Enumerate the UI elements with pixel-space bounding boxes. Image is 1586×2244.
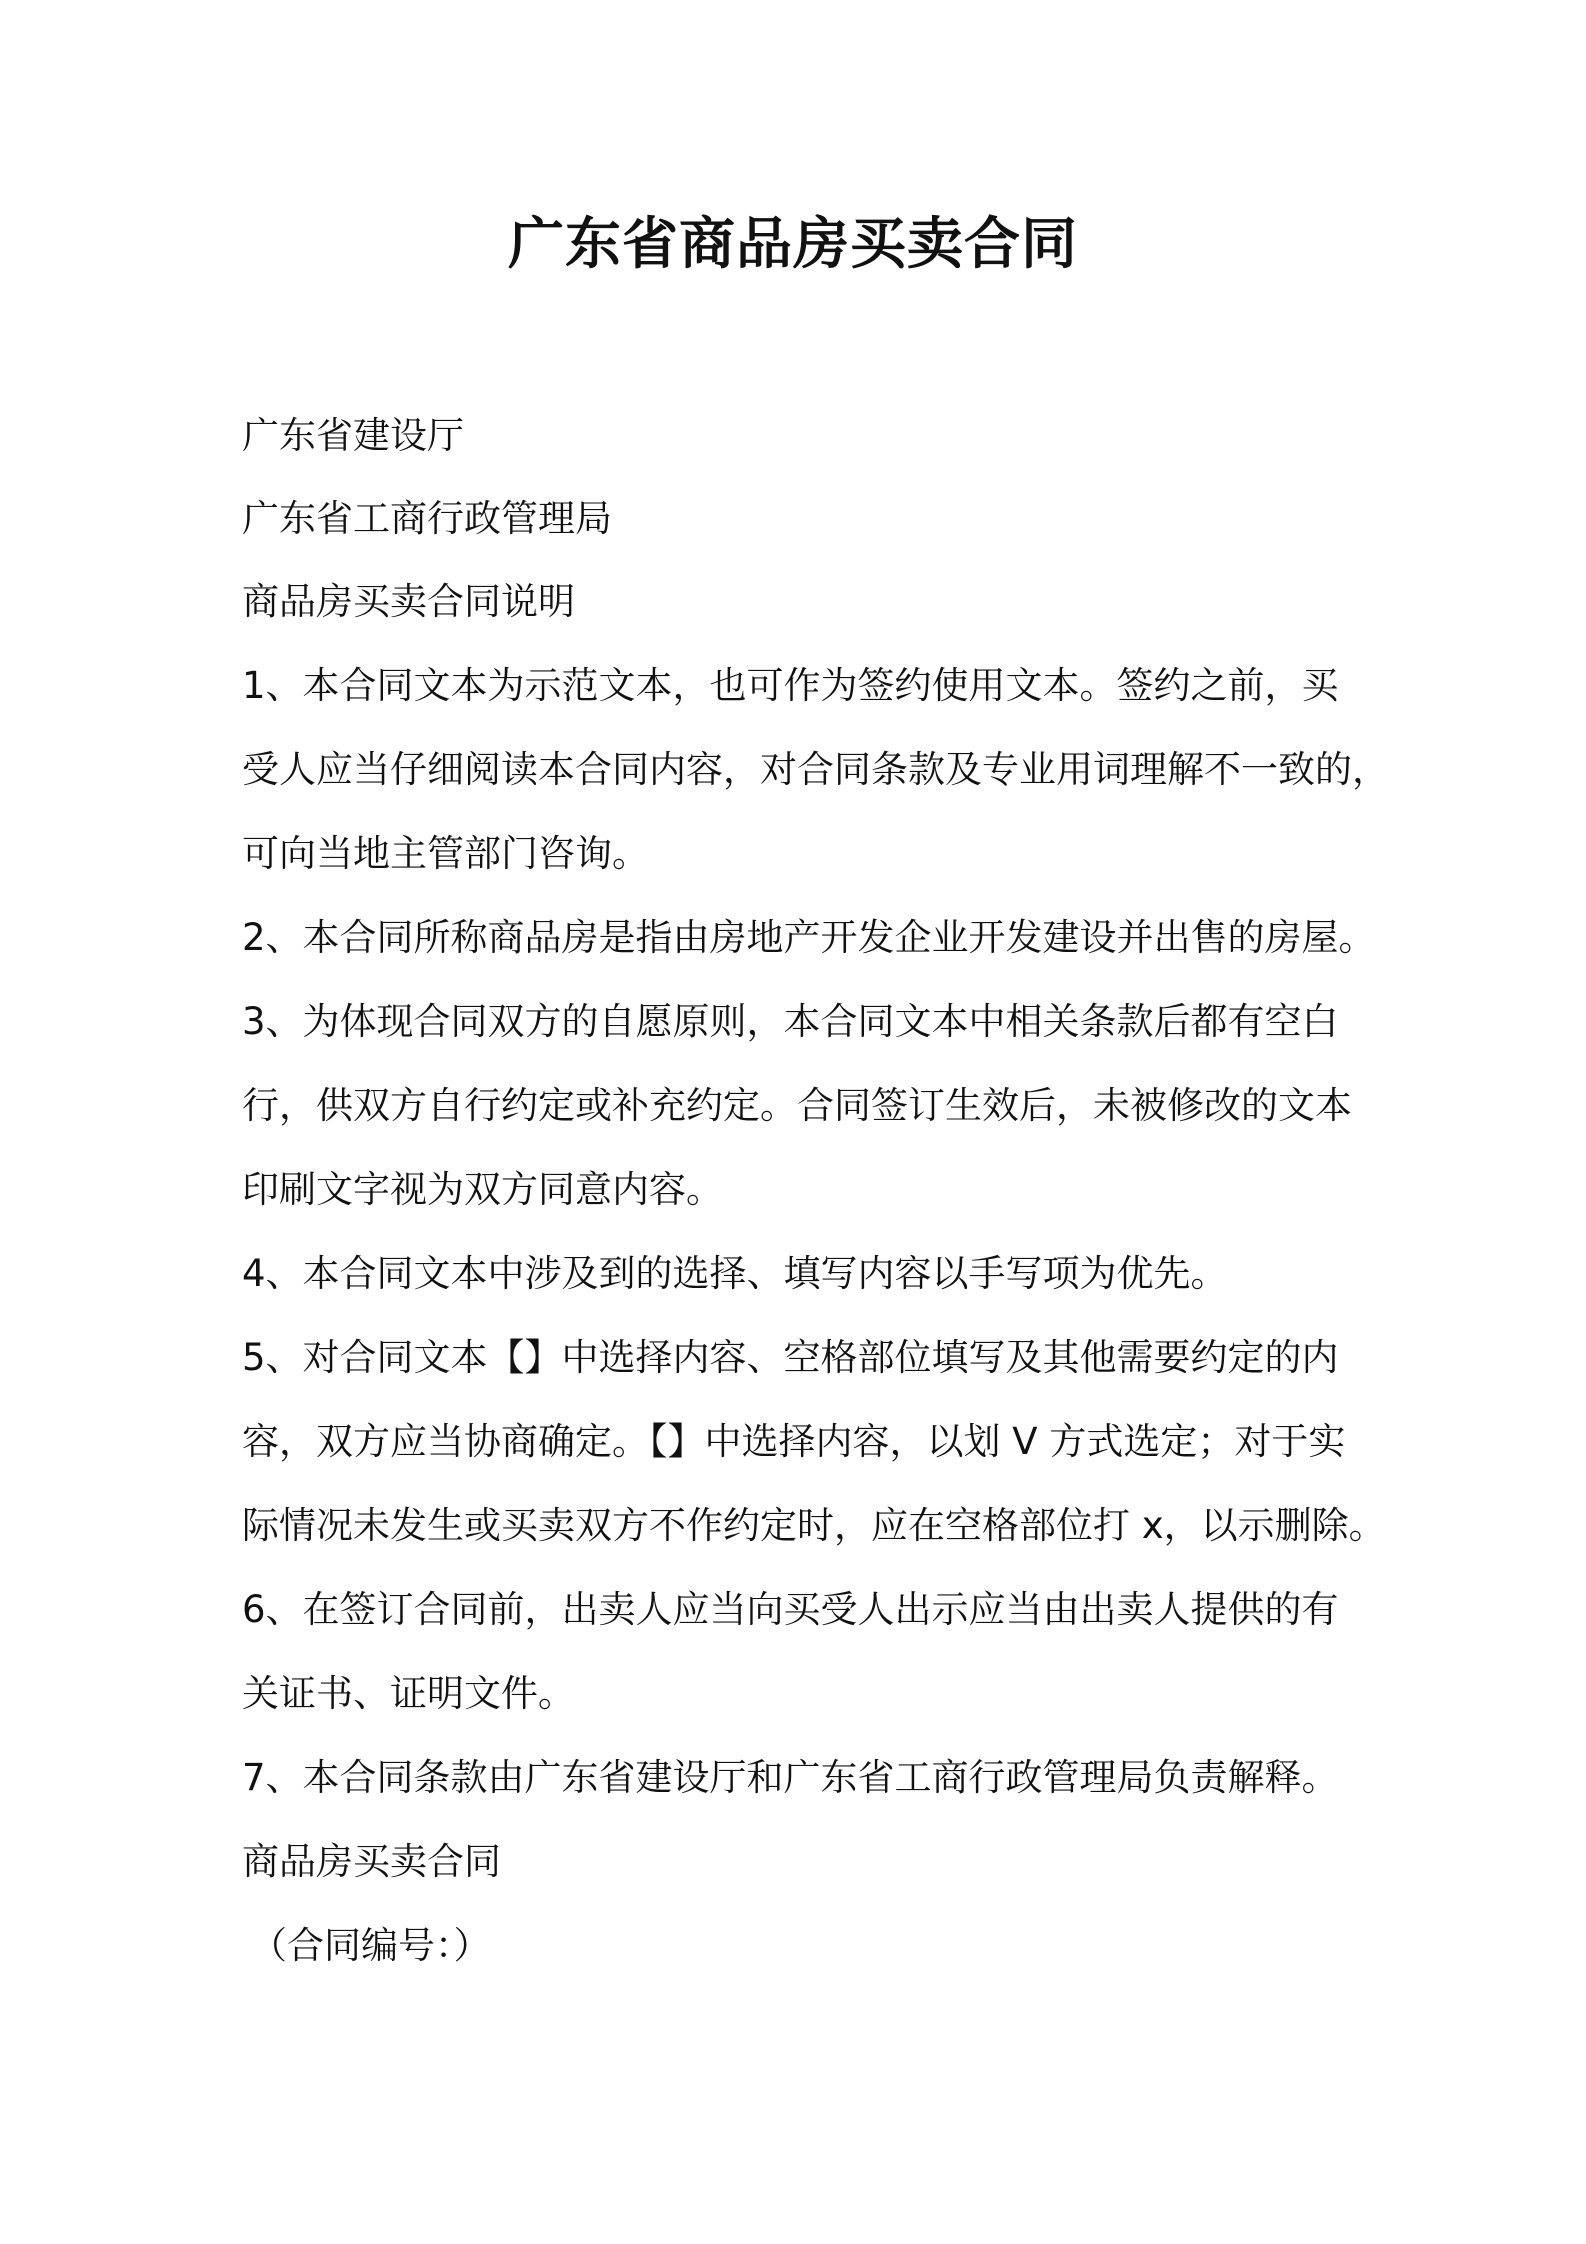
- document-title: 广东省商品房买卖合同: [508, 212, 1078, 277]
- contract-heading: 商品房买卖合同: [242, 1840, 501, 1883]
- explanation-line: 受人应当仔细阅读本合同内容，对合同条款及专业用词理解不一致的，: [242, 748, 1389, 791]
- explanation-line: 关证书、证明文件。: [242, 1672, 575, 1715]
- explanation-line: 6、在签订合同前，出卖人应当向买受人出示应当由出卖人提供的有: [242, 1588, 1339, 1631]
- explanation-line: 1、本合同文本为示范文本，也可作为签约使用文本。签约之前，买: [242, 664, 1339, 707]
- explanation-line: 际情况未发生或买卖双方不作约定时，应在空格部位打 x，以示删除。: [242, 1504, 1386, 1547]
- explanation-line: 7、本合同条款由广东省建设厅和广东省工商行政管理局负责解释。: [242, 1756, 1339, 1799]
- explanation-line: 5、对合同文本【】中选择内容、空格部位填写及其他需要约定的内: [242, 1336, 1339, 1379]
- explanation-line: 行，供双方自行约定或补充约定。合同签订生效后，未被修改的文本: [242, 1084, 1352, 1127]
- issuer-line: 广东省工商行政管理局: [242, 497, 612, 540]
- explanation-heading: 商品房买卖合同说明: [242, 580, 575, 623]
- explanation-line: 3、为体现合同双方的自愿原则，本合同文本中相关条款后都有空白: [242, 1000, 1339, 1043]
- explanation-line: 2、本合同所称商品房是指由房地产开发企业开发建设并出售的房屋。: [242, 916, 1376, 959]
- explanation-line: 印刷文字视为双方同意内容。: [242, 1168, 723, 1211]
- explanation-line: 4、本合同文本中涉及到的选择、填写内容以手写项为优先。: [242, 1252, 1228, 1295]
- contract-number-label: （合同编号：）: [250, 1924, 491, 1967]
- explanation-line: 容，双方应当协商确定。【】中选择内容，以划 V 方式选定；对于实: [242, 1420, 1346, 1463]
- explanation-line: 可向当地主管部门咨询。: [242, 832, 649, 875]
- issuer-line: 广东省建设厅: [242, 414, 464, 457]
